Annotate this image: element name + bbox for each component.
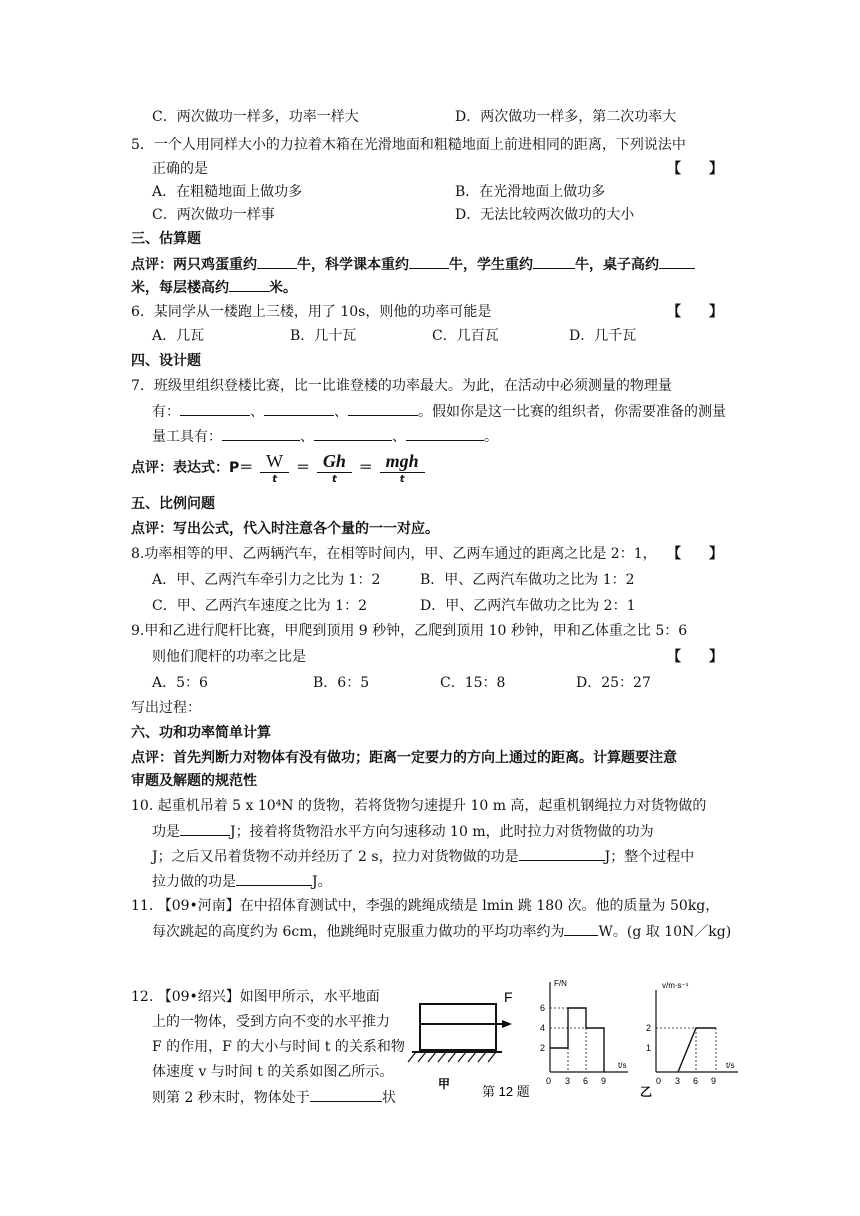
- g1-xtick-3: 3: [565, 1076, 571, 1086]
- quantity-blank-1[interactable]: [180, 402, 250, 416]
- q8-answer-bracket[interactable]: 【 】: [667, 546, 723, 562]
- g1-ytick-2: 2: [540, 1043, 546, 1053]
- g2-ytick-1: 1: [646, 1043, 652, 1053]
- g2-xlabel: t/s: [726, 1061, 735, 1070]
- power-blank[interactable]: [564, 922, 598, 936]
- q10-line3: J；之后又吊着货物不动并经历了 2 s，拉力对货物做的功是 J；整个过程中: [152, 849, 695, 865]
- g2-xtick-0: 0: [656, 1076, 662, 1086]
- q8-stem: 8.功率相等的甲、乙两辆汽车，在相等时间内，甲、乙两车通过的距离之比是 2：1，: [131, 546, 657, 562]
- q6-stem: 6．某同学从一楼跑上三楼，用了 10s，则他的功率可能是: [131, 304, 492, 320]
- q11-line2: 每次跳起的高度约为 6cm，他跳绳时克服重力做功的平均功率约为 W。(g 取 10N／kg): [152, 924, 732, 940]
- q6-option-c: C．几百瓦: [432, 328, 499, 344]
- section-3-comment-line1: 点评：两只鸡蛋重约 牛，科学课本重约 牛，学生重约 牛，桌子高约: [131, 255, 695, 274]
- section-6-comment-line2: 审题及解题的规范性: [131, 773, 257, 789]
- quantity-blank-3[interactable]: [348, 402, 418, 416]
- force-arrowhead: [502, 1020, 512, 1028]
- q6-option-a: A．几瓦: [152, 328, 205, 344]
- force-label: F: [504, 989, 513, 1005]
- q9-option-c: C．15：8: [440, 675, 506, 691]
- ground-hatch: [408, 1052, 496, 1062]
- q9-answer-bracket[interactable]: 【 】: [667, 649, 723, 665]
- figure-caption: 第 12 题: [482, 1084, 530, 1099]
- label-jia: 甲: [438, 1077, 451, 1091]
- egg-weight-blank[interactable]: [257, 255, 297, 269]
- q11-line1: 11. 【09•河南】在中招体育测试中，李强的跳绳成绩是 lmin 跳 180 次。他的质量为 50kg，: [131, 898, 720, 914]
- q9-stem-line1: 9.甲和乙进行爬杆比赛，甲爬到顶用 9 秒钟，乙爬到顶用 10 秒钟，甲和乙体重之比 5：6: [131, 623, 688, 639]
- block: [420, 1004, 496, 1050]
- q12-line3: F 的作用，F 的大小与时间 t 的关系和物: [152, 1039, 405, 1055]
- hold-work-blank[interactable]: [519, 847, 605, 861]
- q6-answer-bracket[interactable]: 【 】: [667, 304, 723, 320]
- g1-force-line: [550, 1008, 604, 1072]
- g2-guides: [656, 1028, 716, 1072]
- section-5-comment: 点评：写出公式，代入时注意各个量的一一对应。: [131, 521, 439, 537]
- formula-fraction-w: $\frac{W}{t}$: [260, 450, 289, 487]
- q8-option-c: C．甲、乙两汽车速度之比为 1：2: [152, 598, 367, 614]
- section-3-comment-line2: 米，每层楼高约 米。: [131, 280, 297, 296]
- tool-blank-3[interactable]: [406, 427, 484, 441]
- q9-option-b: B．6：5: [313, 675, 370, 691]
- g2-velocity-line: [678, 1028, 716, 1072]
- q9-work-label: 写出过程：: [131, 700, 201, 716]
- q7-stem-line2: 有： 、 、 。假如你是这一比赛的组织者，你需要准备的测量: [152, 404, 726, 420]
- q6-option-d: D．几千瓦: [569, 328, 637, 344]
- section-6-comment-line1: 点评：首先判断力对物体有没有做功；距离一定要力的方向上通过的距离。计算题要注意: [131, 750, 677, 766]
- q10-line2: 功是 J；接着将货物沿水平方向匀速移动 10 m，此时拉力对货物做的功为: [152, 824, 654, 840]
- g2-xtick-3: 3: [675, 1076, 681, 1086]
- q12-figure: [400, 972, 760, 1100]
- q8-option-d: D．甲、乙两汽车做功之比为 2：1: [420, 598, 636, 614]
- q7-stem-line3: 量工具有： 、 、 。: [152, 429, 498, 445]
- q5-option-d: D．无法比较两次做功的大小: [455, 207, 635, 223]
- q4-option-c: C．两次做功一样多，功率一样大: [152, 109, 359, 125]
- power-formula: 点评：表达式：P＝ $\frac{W}{t}$ ＝ $\frac{Gh}{t}$ ＝ $\frac{\text{mgh}}{t}$: [131, 446, 427, 490]
- q10-line1: 10. 起重机吊着 5 x 10⁴N 的货物，若将货物匀速提升 10 m 高，起重机钢绳拉力对货物做的: [131, 798, 707, 814]
- formula-fraction-mgh: $\frac{\text{mgh}}{t}$: [380, 450, 425, 487]
- q10-line4: 拉力做的功是 J。: [152, 874, 332, 890]
- floor-height-blank[interactable]: [229, 278, 269, 292]
- q5-option-b: B．在光滑地面上做功多: [455, 184, 606, 200]
- section-6-heading: 六、功和功率简单计算: [131, 725, 271, 741]
- q12-line1: 12. 【09•绍兴】如图甲所示，水平地面: [131, 989, 380, 1005]
- quantity-blank-2[interactable]: [264, 402, 334, 416]
- section-4-heading: 四、设计题: [131, 353, 201, 369]
- section-3-heading: 三、估算题: [131, 231, 201, 247]
- g1-xlabel: t/s: [618, 1061, 627, 1070]
- tool-blank-1[interactable]: [222, 427, 300, 441]
- q12-line2: 上的一物体，受到方向不变的水平推力: [152, 1014, 390, 1030]
- g1-xtick-6: 6: [583, 1076, 589, 1086]
- q8-option-b: B．甲、乙两汽车做功之比为 1：2: [420, 572, 635, 588]
- motion-state-blank[interactable]: [310, 1088, 382, 1102]
- q7-stem-line1: 7．班级里组织登楼比赛，比一比谁登楼的功率最大。为此，在活动中必须测量的物理量: [131, 378, 672, 394]
- graph-force-time: [540, 979, 628, 1086]
- g1-ylabel: F/N: [554, 979, 567, 988]
- student-weight-blank[interactable]: [533, 255, 575, 269]
- lift-work-blank[interactable]: [180, 822, 230, 836]
- q12-line5: 则第 2 秒末时，物体处于 状: [152, 1090, 396, 1106]
- q6-option-b: B．几十瓦: [290, 328, 357, 344]
- q5-stem-line2: 正确的是: [152, 161, 208, 177]
- g1-ytick-6: 6: [540, 1003, 546, 1013]
- g2-ytick-2: 2: [646, 1023, 652, 1033]
- q12-line4: 体速度 v 与时间 t 的关系如图乙所示。: [152, 1064, 394, 1080]
- formula-fraction-gh: $\frac{Gh}{t}$: [317, 450, 352, 487]
- q4-option-d: D．两次做功一样多，第二次功率大: [455, 109, 677, 125]
- q9-stem-line2: 则他们爬杆的功率之比是: [152, 649, 306, 665]
- total-work-blank[interactable]: [236, 872, 312, 886]
- q5-stem-line1: 5．一个人用同样大小的力拉着木箱在光滑地面和粗糙地面上前进相同的距离，下列说法中: [131, 137, 686, 153]
- g1-ytick-4: 4: [540, 1023, 546, 1033]
- q5-option-a: A．在粗糙地面上做功多: [152, 184, 303, 200]
- desk-height-blank[interactable]: [659, 255, 695, 269]
- q5-option-c: C．两次做功一样事: [152, 207, 275, 223]
- g2-xtick-6: 6: [693, 1076, 699, 1086]
- q9-option-d: D．25：27: [576, 675, 651, 691]
- q9-option-a: A．5：6: [152, 675, 208, 691]
- g2-ylabel: v/m·s⁻¹: [662, 981, 689, 990]
- q5-answer-bracket[interactable]: 【 】: [667, 161, 723, 177]
- q8-option-a: A．甲、乙两汽车牵引力之比为 1：2: [152, 572, 381, 588]
- g1-xtick-9: 9: [601, 1076, 607, 1086]
- graph-velocity-time: [640, 981, 738, 1099]
- figure-jia: [408, 989, 513, 1091]
- g2-xtick-9: 9: [711, 1076, 717, 1086]
- g1-xtick-0: 0: [546, 1076, 552, 1086]
- label-yi: 乙: [640, 1085, 653, 1099]
- section-5-heading: 五、比例问题: [131, 496, 215, 512]
- textbook-weight-blank[interactable]: [409, 255, 449, 269]
- tool-blank-2[interactable]: [314, 427, 392, 441]
